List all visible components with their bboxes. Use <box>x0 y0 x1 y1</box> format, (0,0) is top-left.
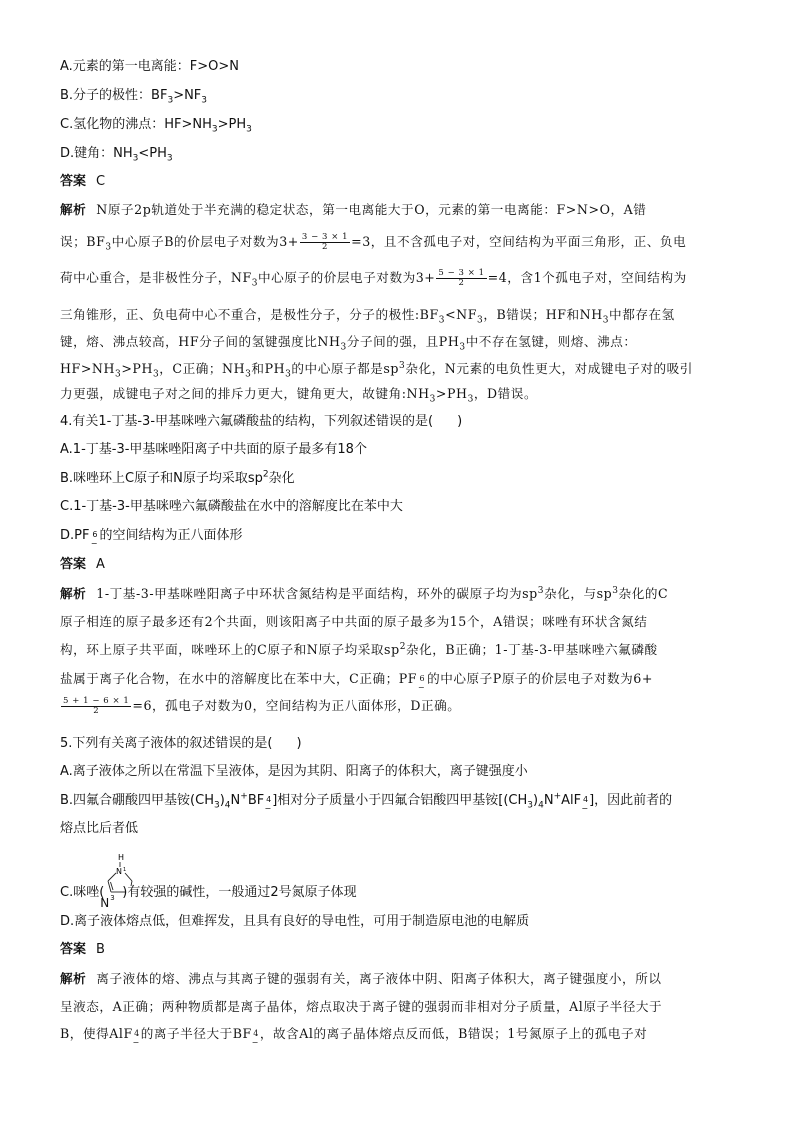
q5-answer: 答案 B <box>60 942 105 957</box>
q5-stem: 5.下列有关离子液体的叙述错误的是( ) <box>60 736 302 751</box>
q4-explanation-line-3: 构，环上原子共平面，咪唑环上的C原子和N原子均采取$sp^2$杂化，B正确；1-丁基-3-甲基咪唑六氟磷酸 <box>60 641 658 657</box>
q3-option-b: B.分子的极性：$BF_3>NF_3$ <box>60 88 208 106</box>
q3-option-d: D.键角：$NH_3<PH_3$ <box>60 146 173 164</box>
q5-option-a: A.离子液体之所以在常温下呈液体，是因为其阴、阳离子的体积大，离子键强度小 <box>60 764 528 779</box>
q4-option-c: C.1-丁基-3-甲基咪唑六氟磷酸盐在水中的溶解度比在苯中大 <box>60 499 403 514</box>
q4-explanation-line-4: 盐属于离子化合物，在水中的溶解度比在苯中大，C正确；PF − 6 的中心原子P原子的价层电子对数为6+ <box>60 671 653 692</box>
svg-text:H: H <box>118 853 125 862</box>
fraction-1: $\frac{3 - 3 \times 1}{2}$ <box>301 232 349 252</box>
q3-explanation-line-2: 误；$BF_3$中心原子B的价层电子对数为3+ $\frac{3 - 3 \times 1}{2}$ =3，且不含孤电子对，空间结构为平面三角形，正、负电 <box>60 232 687 253</box>
q4-option-d: D.PF − 6 的空间结构为正八面体形 <box>60 528 243 548</box>
q5-explanation-line-3: B，使得AlF − 4 的离子半径大于BF − 4 ，故含Al的离子晶体熔点反而低，B错误；1号氮原子上的孤电子对 <box>60 1026 648 1047</box>
q3-option-a: A.元素的第一电离能：F>O>N <box>60 59 240 74</box>
q3-option-c: C.氢化物的沸点：$HF>NH_3>PH_3$ <box>60 117 252 135</box>
q3-answer: 答案 C <box>60 174 106 189</box>
q5-option-d: D.离子液体熔点低，但难挥发，且具有良好的导电性，可用于制造原电池的电解质 <box>60 914 530 929</box>
q4-answer: 答案 A <box>60 557 105 572</box>
q3-explanation-line-6: $HF>NH_3>PH_3$，C正确；$NH_3$和$PH_3$的中心原子都是$sp^3$杂化，N元素的电负性更大，对成键电子对的吸引 <box>60 360 693 380</box>
q4-explanation-line-1: 解析 1-丁基-3-甲基咪唑阳离子中环状含氮结构是平面结构，环外的碳原子均为$sp^3$杂化，与$sp^3$杂化的C <box>60 585 669 601</box>
q3-explanation-line-3: 荷中心重合，是非极性分子，$NF_3$中心原子的价层电子对数为3+ $\frac{5 - 3 \times 1}{2}$ =4，含1个孤电子对，空间结构为 <box>60 268 687 289</box>
q4-stem: 4.有关1-丁基-3-甲基咪唑六氟磷酸盐的结构，下列叙述错误的是( ) <box>60 414 463 429</box>
q4-explanation-line-2: 原子相连的原子最多还有2个共面，则该阳离子中共面的原子最多为15个，A错误；咪唑有环状含氮结 <box>60 614 648 629</box>
q4-option-a: A.1-丁基-3-甲基咪唑阳离子中共面的原子最多有18个 <box>60 442 367 457</box>
svg-text:N: N <box>116 867 122 876</box>
q5-explanation-line-1: 解析 离子液体的熔、沸点与其离子键的强弱有关，离子液体中阴、阳离子体积大，离子键强度小，所以 <box>60 971 662 986</box>
q5-option-b-line-2: 熔点比后者低 <box>60 821 139 836</box>
q5-option-c: C.咪唑( N 3 )有较强的碱性，一般通过2号氮原子体现 <box>60 885 357 910</box>
q3-explanation-line-5: 键，熔、沸点较高，HF分子间的氢键强度比$NH_3$分子间的强，且$PH_3$中不存在氢键，则熔、沸点： <box>60 334 637 353</box>
q5-option-b-line-1: B.四氟合硼酸四甲基铵$(CH_3)_4N^+BF$ − 4 ]相对分子质量小于四氟合铝酸四甲基铵[$(CH_3)_4N^+AlF$ − 4 ]，因此前者的 <box>60 791 673 813</box>
q3-explanation-line-4: 三角锥形，正、负电荷中心不重合，是极性分子，分子的极性$:BF_3<NF_3$，B错误；HF和$NH_3$中都存在氢 <box>60 307 675 326</box>
q3-explanation-line-7: 力更强，成键电子对之间的排斥力更大，键角更大，故键角$:NH_3>PH_3$，D错误。 <box>60 386 538 405</box>
svg-text:1: 1 <box>123 867 127 873</box>
q4-option-b: B.咪唑环上C原子和N原子均采取$sp^2$杂化 <box>60 469 295 486</box>
fraction-3: $\frac{5 + 1 - 6 \times 1}{2}$ <box>63 696 130 716</box>
q4-explanation-line-5: $\frac{5 + 1 - 6 \times 1}{2}$ =6，孤电子对数为0，空间结构为正八面体形，D正确。 <box>63 696 461 716</box>
q3-explanation-line-1: 解析 N原子2p轨道处于半充满的稳定状态，第一电离能大于O，元素的第一电离能：F>N>O，A错 <box>60 202 647 217</box>
fraction-2: $\frac{5 - 3 \times 1}{2}$ <box>438 268 485 288</box>
q5-explanation-line-2: 呈液态，A正确；两种物质都是离子晶体，熔点取决于离子键的强弱而非相对分子质量，Al原子半径大于 <box>60 999 663 1014</box>
